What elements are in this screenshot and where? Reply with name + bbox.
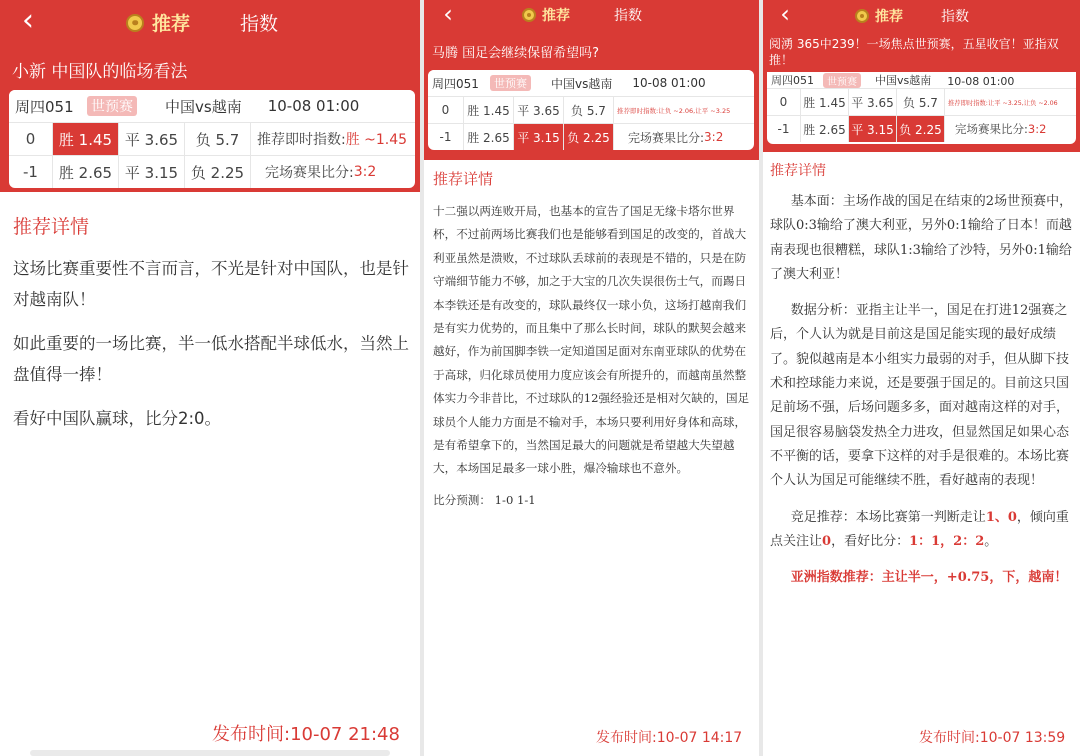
match-id: 周四051 <box>432 76 479 91</box>
handicap: -1 <box>428 124 464 150</box>
back-chevron-icon[interactable]: ‹ <box>22 2 34 38</box>
odds-row-2 <box>428 123 754 150</box>
league-badge: 世预赛 <box>823 73 861 88</box>
text-run: ，倾向重点关注让 <box>770 509 1069 549</box>
odds-win[interactable]: 胜 1.45 <box>801 89 849 115</box>
soccer-ball-icon <box>126 14 144 32</box>
handicap: -1 <box>767 116 801 142</box>
match-header <box>767 72 1076 88</box>
highlight-run: 1：1，2：2 <box>909 533 985 549</box>
match-time: 10-08 01:00 <box>267 97 360 115</box>
match-header <box>9 90 415 122</box>
tab-recommend[interactable] <box>126 9 190 36</box>
odds-win[interactable]: 胜 2.65 <box>464 124 514 150</box>
odds-lose[interactable]: 负 5.7 <box>897 89 945 115</box>
top-nav <box>424 0 759 30</box>
match-time: 10-08 01:00 <box>947 75 1015 88</box>
odds-lose[interactable]: 负 2.25 <box>897 116 945 142</box>
odds-lose[interactable]: 负 2.25 <box>564 124 614 150</box>
tab-recommend-label: 推荐 <box>875 9 903 25</box>
screenshot-panel-2 <box>424 0 759 756</box>
match-id: 周四051 <box>771 74 814 87</box>
tab-index-label: 指数 <box>240 13 279 35</box>
publish-time: 发布时间:10-07 14:17 <box>596 730 743 746</box>
odds-draw[interactable]: 平 3.15 <box>849 116 897 142</box>
match-card <box>767 72 1076 144</box>
odds-lose[interactable]: 负 2.25 <box>185 156 251 188</box>
tab-recommend-label: 推荐 <box>152 13 191 35</box>
recommend-index-value: 胜 ~1.45 <box>345 132 408 148</box>
recommend-index: 推荐即时指数:让平 ~3.25,让负 ~2.06 <box>948 99 1058 107</box>
final-score <box>945 116 1076 142</box>
odds-win[interactable]: 胜 2.65 <box>801 116 849 142</box>
match-teams: 中国vs越南 <box>551 76 613 91</box>
match-card <box>9 90 415 188</box>
tab-index[interactable] <box>614 5 642 25</box>
publish-time: 发布时间:10-07 21:48 <box>212 724 400 745</box>
final-score-value: 3:2 <box>353 164 377 180</box>
paragraph: 如此重要的一场比赛，半一低水搭配半球低水，当然上盘值得一捧！ <box>13 334 409 384</box>
final-score <box>251 156 415 188</box>
tab-recommend-label: 推荐 <box>542 8 570 24</box>
headline: 小新 中国队的临场看法 <box>12 62 188 82</box>
odds-draw[interactable]: 平 3.65 <box>514 97 564 123</box>
back-chevron-icon[interactable]: ‹ <box>443 0 453 28</box>
odds-lose[interactable]: 负 5.7 <box>564 97 614 123</box>
handicap: 0 <box>428 97 464 123</box>
paragraph: 十二强以两连败开局，也基本的宣告了国足无缘卡塔尔世界杯，不过前两场比赛我们也是能够看到国足的改变的，首战大利亚虽然是溃败，不过球队丢球前的表现是不错的，只是在防守端细节能力不够，加之于大宝的几次失误很伤士气，而踢日本李铁还是有改变的，球队最终仅一球小负，这场打越南我们是有实力优势的，而且集中了那么长时间，球队的默契会越来越好，作为前国脚李铁一定知道国足面对东南亚球队的优势在于高球，归化球员使用力度应该会有所提升的，而越南虽然整体实力今非昔比，不过球队的12强经验还是相对欠缺的，国足球员个人能力方面是不输对手，本场只要利用好身体和高球，是有希望拿下的，当然国足最大的问题就是希望越大失望越大，本场国足最多一球小胜，爆冷输球也不意外。 <box>433 204 750 476</box>
match-header <box>428 70 754 96</box>
odds-row-2 <box>9 155 415 188</box>
top-nav <box>0 0 420 42</box>
tab-index-label: 指数 <box>941 9 969 25</box>
tab-index[interactable] <box>240 9 278 36</box>
handicap: -1 <box>9 156 53 188</box>
match-time: 10-08 01:00 <box>632 76 706 90</box>
odds-draw[interactable]: 平 3.15 <box>514 124 564 150</box>
tab-index-label: 指数 <box>614 8 642 24</box>
recommend-body <box>13 254 413 449</box>
odds-draw[interactable]: 平 3.15 <box>119 156 185 188</box>
text-run: 。 <box>984 533 998 549</box>
recommend-index <box>251 123 415 155</box>
odds-draw[interactable]: 平 3.65 <box>119 123 185 155</box>
match-card <box>428 70 754 150</box>
recommend-index-label: 推荐即时指数: <box>257 132 346 148</box>
paragraph: 这场比赛重要性不言而言，不光是针对中国队，也是针对越南队！ <box>13 259 409 309</box>
paragraph: 亚洲指数推荐：主让半一，+0.75，下，越南！ <box>790 570 1068 586</box>
league-badge: 世预赛 <box>490 75 531 91</box>
league-badge: 世预赛 <box>87 96 137 116</box>
handicap: 0 <box>767 89 801 115</box>
final-score-value: 3:2 <box>1027 122 1047 136</box>
odds-win[interactable]: 胜 1.45 <box>53 123 119 155</box>
text-run: ，看好比分： <box>831 533 910 549</box>
recommend-body <box>433 200 751 526</box>
final-score <box>614 124 754 150</box>
soccer-ball-icon <box>522 8 536 22</box>
section-title: 推荐详情 <box>770 163 826 179</box>
home-indicator <box>30 750 390 756</box>
handicap: 0 <box>9 123 53 155</box>
paragraph <box>770 506 1074 555</box>
highlight-run: 1、0 <box>985 509 1017 525</box>
match-teams: 中国vs越南 <box>165 97 242 116</box>
tab-index[interactable] <box>941 6 969 26</box>
highlight-run: 0 <box>822 533 832 549</box>
odds-row-2 <box>767 115 1076 142</box>
score-prediction: 比分预测： 1-0 1-1 <box>433 492 536 507</box>
paragraph: 数据分析：亚指主让半一，国足在打进12强赛之后，个人认为就是目前这是国足能实现的最好成绩了。貌似越南是本小组实力最弱的对手，但从脚下技术和控球能力来说，还是要强于国足的。目前这只国足前场不强，后场问题多多，面对越南这样的对手，国足很容易脑袋发热全力进攻，但显然国足如果心态不平衡的话，要拿下这样的对手是很难的。本场比赛个人认为国足可能继续不胜，看好越南的表现！ <box>770 303 1070 489</box>
odds-lose[interactable]: 负 5.7 <box>185 123 251 155</box>
section-title: 推荐详情 <box>13 216 90 238</box>
odds-win[interactable]: 胜 2.65 <box>53 156 119 188</box>
odds-row-1 <box>428 96 754 123</box>
recommend-index: 推荐即时指数:让负 ~2.06,让平 ~3.25 <box>617 106 731 115</box>
soccer-ball-icon <box>855 9 869 23</box>
screenshot-panel-3 <box>763 0 1080 756</box>
match-teams: 中国vs越南 <box>875 74 932 87</box>
back-chevron-icon[interactable]: ‹ <box>780 0 790 28</box>
final-score-value: 3:2 <box>704 130 724 144</box>
recommend-body <box>770 190 1074 604</box>
headline: 马腾 国足会继续保留希望吗? <box>432 46 600 61</box>
final-score-label: 完场赛果比分: <box>265 165 354 181</box>
final-score-label: 完场赛果比分: <box>955 122 1028 136</box>
tab-recommend[interactable] <box>855 6 903 26</box>
odds-row-1 <box>9 122 415 155</box>
odds-draw[interactable]: 平 3.65 <box>849 89 897 115</box>
text-run: 竞足推荐：本场比赛第一判断走让 <box>790 509 986 525</box>
paragraph: 看好中国队赢球，比分2:0。 <box>13 409 222 429</box>
match-id: 周四051 <box>15 97 74 116</box>
publish-time: 发布时间:10-07 13:59 <box>919 730 1066 746</box>
odds-win[interactable]: 胜 1.45 <box>464 97 514 123</box>
final-score-label: 完场赛果比分: <box>628 130 705 145</box>
headline: 阅湧 365中239！一场焦点世预赛，五星收官！亚指双推！ <box>769 37 1059 68</box>
odds-row-1 <box>767 88 1076 115</box>
section-title: 推荐详情 <box>433 170 494 188</box>
top-nav <box>763 0 1080 30</box>
tab-recommend[interactable] <box>522 5 570 25</box>
paragraph: 基本面：主场作战的国足在结束的2场世预赛中，球队0:3输给了澳大利亚，另外0:1输给了日本！而越南表现也很糟糕，球队1:3输给了沙特，另外0:1输给了澳大利亚！ <box>770 194 1073 282</box>
screenshot-panel-1 <box>0 0 420 756</box>
